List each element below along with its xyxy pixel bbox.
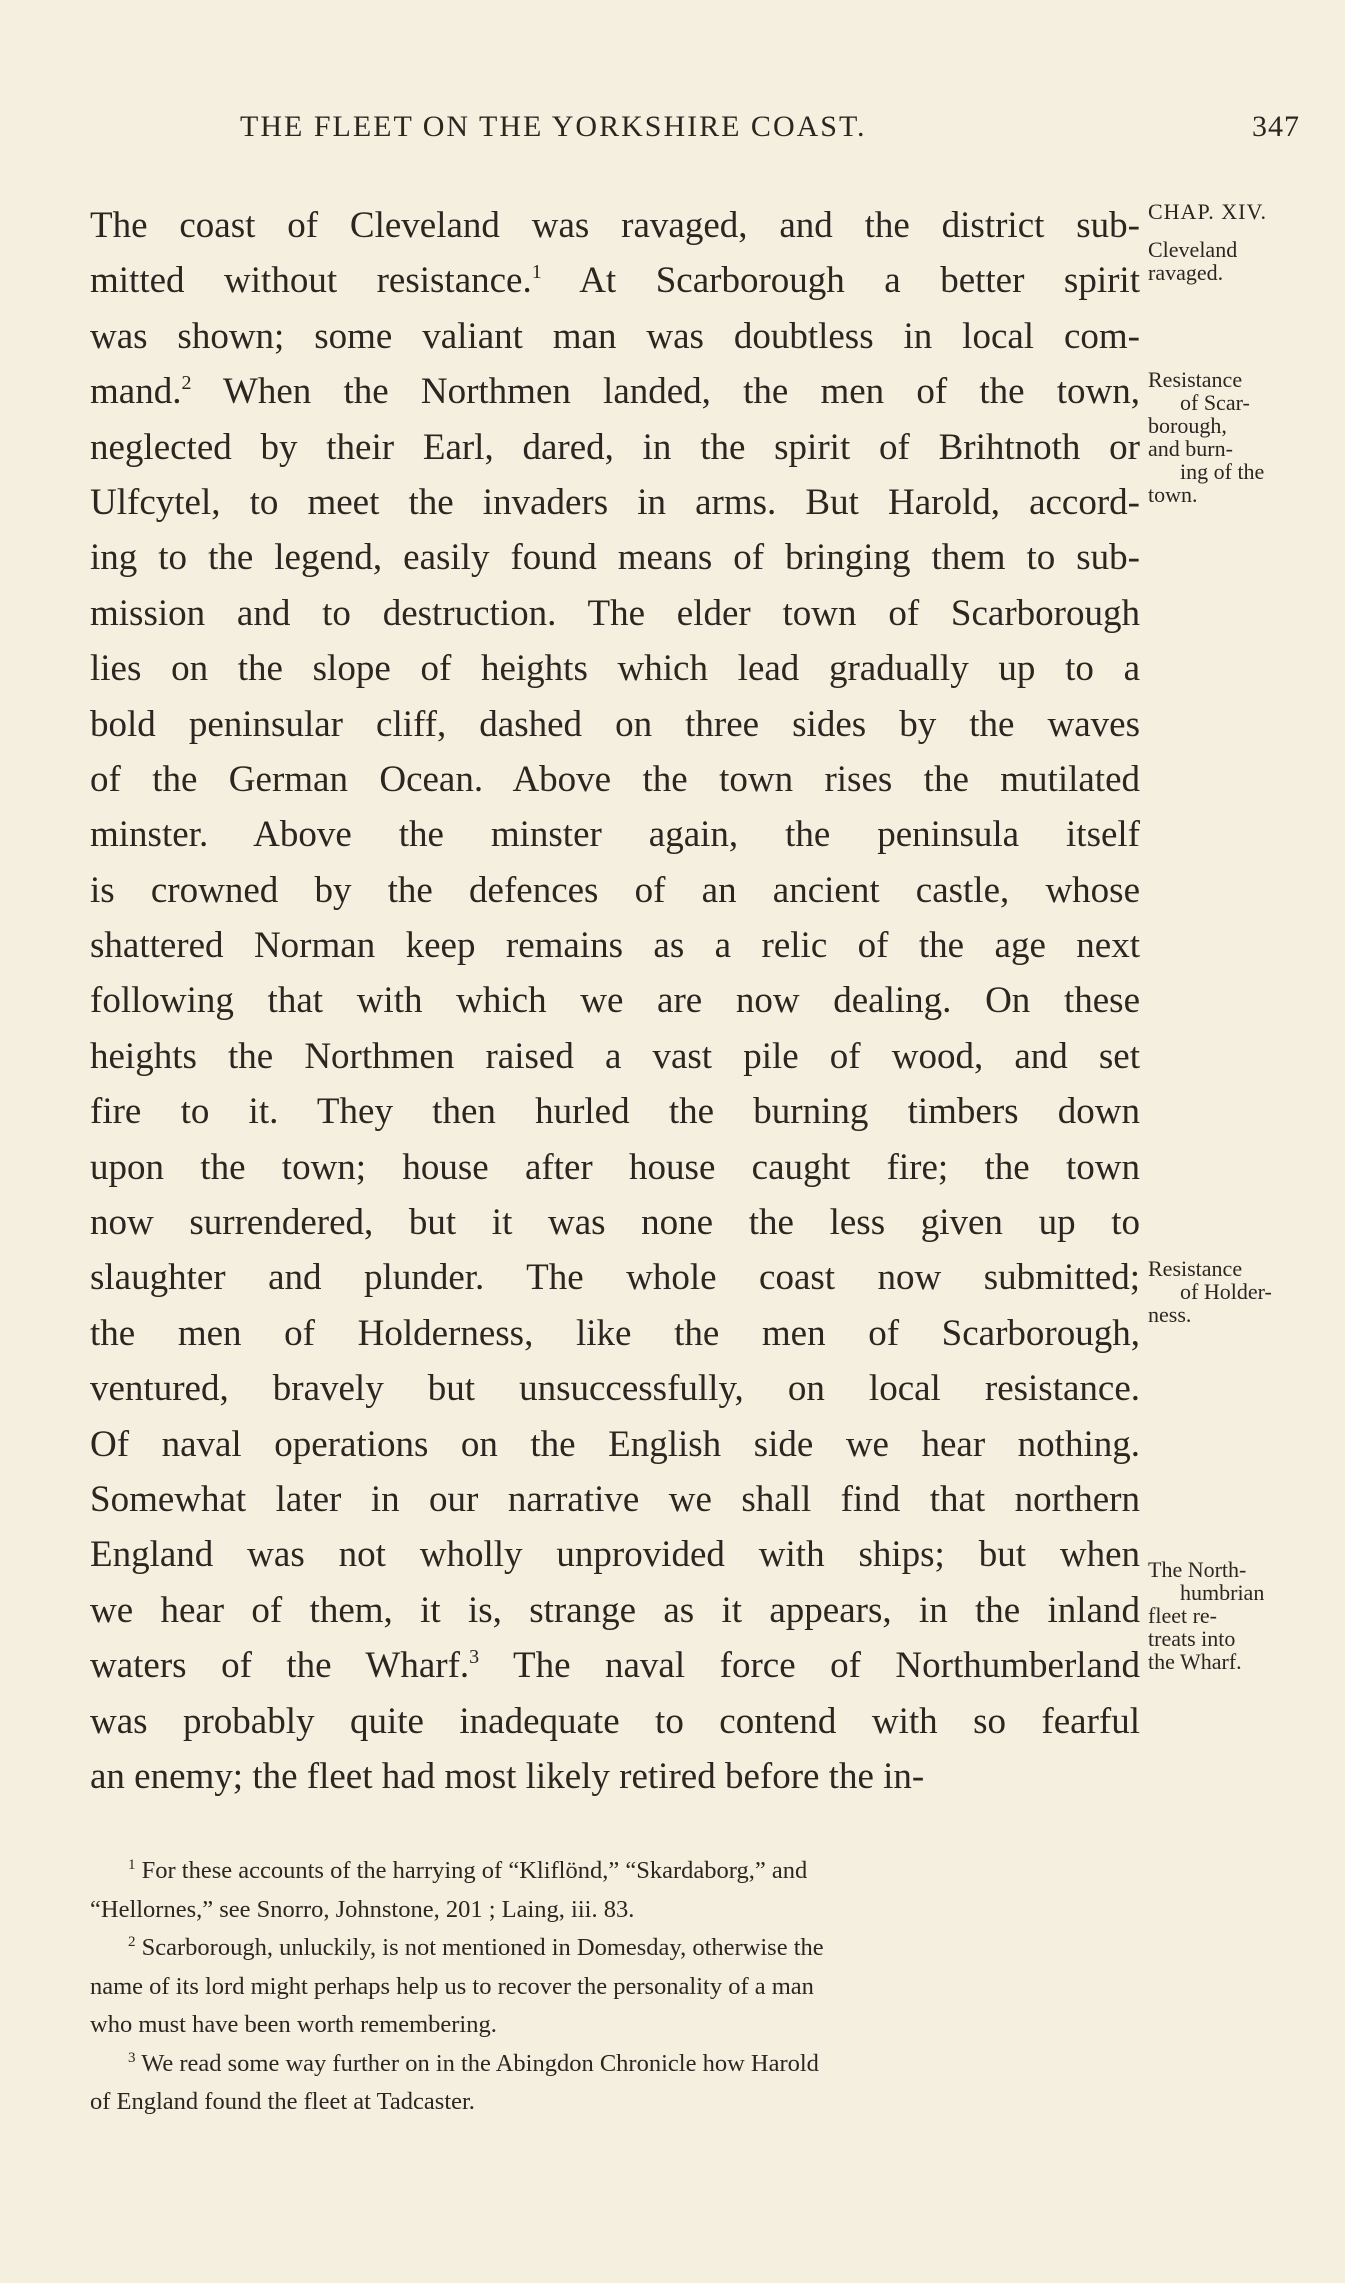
footnote-text: who must have been worth remembering. [90,2011,497,2038]
body-line-text: England was not wholly unprovided with ships; but when [90,1534,1140,1576]
body-line [90,1472,1140,1527]
footnote-line [90,2083,1150,2122]
body-line-text: Of naval operations on the English side we hear nothing. [90,1423,1140,1465]
body-line-text: shattered Norman keep remains as a relic of the age next [90,925,1140,967]
margin-note-line: ness. [1148,1302,1192,1327]
body-line [90,1140,1140,1195]
body-line-text: mitted without resistance. [90,260,532,302]
body-line [90,198,1140,253]
margin-note-line: Resistance [1148,1256,1243,1281]
footnotes [90,1852,1150,2122]
body-line [90,1417,1140,1472]
body-line-text: At Scarborough a better spirit [541,260,1140,302]
body-line-text: neglected by their Earl, dared, in the spirit of Brihtnoth or [90,426,1140,468]
body-line [90,697,1140,752]
body-line [90,586,1140,641]
body-line [90,1084,1140,1139]
page-header [90,110,1300,160]
running-head: THE FLEET ON THE YORKSHIRE COAST. [240,110,867,143]
body-line [90,530,1140,585]
body-line [90,641,1140,696]
body-line [90,1583,1140,1638]
footnote-marker: 2 [128,1934,136,1950]
footnote-text: “Hellornes,” see Snorro, Johnstone, 201 ; Laing, iii. 83. [90,1895,635,1923]
page-number: 347 [1252,110,1300,143]
body-line-text: Somewhat later in our narrative we shall find that northern [90,1478,1140,1520]
margin-note-line: ing of the [1180,459,1265,484]
margin-note-wharf [1148,1558,1264,1673]
body-line [90,1195,1140,1250]
body-line-text: was shown; some valiant man was doubtless in local com- [90,315,1140,357]
margin-note-line: the Wharf. [1148,1649,1242,1674]
body-line-text: now surrendered, but it was none the less given up to [90,1202,1140,1244]
footnote-line [90,1968,1150,2007]
body-line-text: The naval force of Northumberland [479,1645,1140,1687]
margin-note-line: of Scar- [1180,390,1250,415]
body-line-text: heights the Northmen raised a vast pile of wood, and set [90,1035,1140,1077]
footnote-marker: 3 [128,2049,136,2066]
footnote-reference: 2 [181,372,192,395]
body-line [90,253,1140,308]
body-line [90,752,1140,807]
body-line-text: lies on the slope of heights which lead gradually up to a [90,648,1140,690]
footnote-line [90,2006,1150,2045]
body-line [90,1250,1140,1305]
margin-note-line: humbrian [1180,1580,1265,1605]
body-line-text: was probably quite inadequate to contend with so fearful [90,1700,1140,1742]
body-line-text: slaughter and plunder. The whole coast now submitted; [90,1257,1140,1299]
margin-note-line: borough, [1148,413,1227,438]
body-line [90,1029,1140,1084]
body-line-text: an enemy; the fleet had most likely retired before the in- [90,1755,925,1797]
body-line-text: When the Northmen landed, the men of the town, [191,371,1140,413]
footnote-marker: 1 [128,1857,136,1873]
body-line-text: ing to the legend, easily found means of bringing them to sub- [90,537,1140,579]
body-line [90,475,1140,530]
footnote-reference: 1 [531,261,542,284]
body-line-text: bold peninsular cliff, dashed on three sides by the waves [90,703,1140,745]
body-line [90,309,1140,364]
body-line [90,918,1140,973]
margin-note-line: and burn- [1148,436,1233,461]
body-line-text: following that with which we are now dealing. On these [90,980,1140,1022]
margin-note-line: town. [1148,482,1198,507]
margin-note-line: Resistance [1148,367,1243,392]
body-line [90,420,1140,475]
body-line-text: of the German Ocean. Above the town rises the mutilated [90,758,1140,800]
body-line-text: mand. [90,371,182,413]
margin-note-cleveland [1148,238,1237,284]
footnote-text: name of its lord might perhaps help us to recover the personality of a man [90,1972,814,2000]
margin-note-holderness [1148,1257,1272,1326]
margin-note-line: Cleveland [1148,237,1238,262]
margin-note-line: treats into [1148,1626,1236,1651]
footnote-line [90,1891,1150,1930]
body-line-text: is crowned by the defences of an ancient castle, whose [90,869,1140,911]
margin-note-line: fleet re- [1148,1603,1217,1628]
footnote-text: For these accounts of the harrying of “Kliflönd,” “Skardaborg,” and [141,1857,808,1884]
footnote-text: We read some way further on in the Abingdon Chronicle how Harold [141,2049,819,2077]
body-line-text: we hear of them, it is, strange as it appears, in the inland [90,1589,1140,1631]
margin-note-line: of Holder- [1180,1279,1272,1304]
body-line [90,863,1140,918]
body-line-text: The coast of Cleveland was ravaged, and the district sub- [90,205,1140,246]
body-line-text: Ulfcytel, to meet the invaders in arms. But Harold, accord- [90,481,1140,523]
body-line [90,973,1140,1028]
body-line [90,1527,1140,1582]
body-line [90,807,1140,862]
chapter-label: CHAP. XIV. [1148,199,1268,224]
body-line-text: fire to it. They then hurled the burning timbers down [90,1091,1140,1133]
footnote-line [90,1929,1150,1968]
footnote-reference: 3 [469,1646,480,1669]
body-line [90,1361,1140,1416]
body-line-text: upon the town; house after house caught fire; the town [90,1146,1140,1188]
footnote-text: of England found the fleet at Tadcaster. [90,2088,475,2115]
body-line-text: minster. Above the minster again, the peninsula itself [90,814,1140,856]
footnote-line [90,1852,1150,1891]
margin-note-line: ravaged. [1148,260,1224,285]
body-line [90,1749,1140,1804]
body-text [90,198,1140,1804]
body-line-text: waters of the Wharf. [90,1645,470,1687]
footnote-line [90,2045,1150,2084]
body-line [90,1638,1140,1693]
body-line-text: the men of Holderness, like the men of Scarborough, [90,1312,1140,1354]
body-line [90,1694,1140,1749]
margin-note-scarborough [1148,368,1264,506]
body-line [90,364,1140,419]
body-line [90,1306,1140,1361]
body-line-text: mission and to destruction. The elder town of Scarborough [90,592,1140,634]
body-line-text: ventured, bravely but unsuccessfully, on local resistance. [90,1368,1140,1410]
footnote-text: Scarborough, unluckily, is not mentioned in Domesday, otherwise the [141,1934,824,1961]
margin-note-line: The North- [1148,1557,1247,1582]
